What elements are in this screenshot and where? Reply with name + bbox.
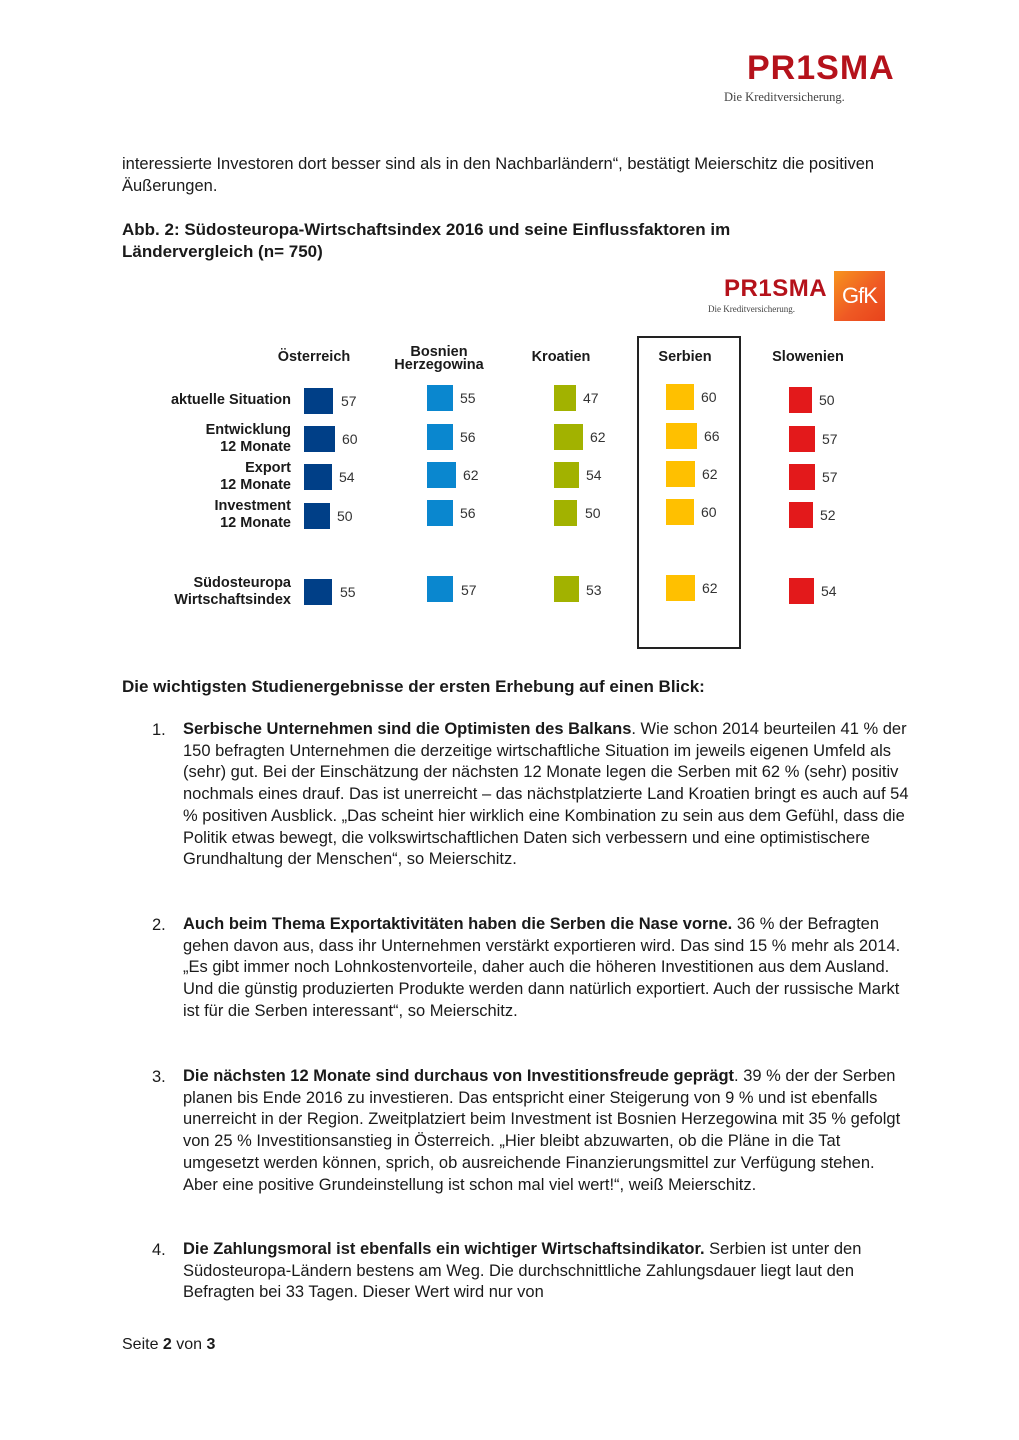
value-label: 54 [821,583,837,599]
value-label: 60 [342,431,358,447]
row-label-aktuelle-situation: aktuelle Situation [170,392,291,408]
column-header-oesterreich: Österreich [277,349,351,365]
value-label: 55 [340,584,356,600]
value-label: 60 [701,504,717,520]
value-box [304,503,330,529]
list-item-text: Serbien ist unter den Südosteuropa-Ländern bestens am Weg. Die durchschnittliche Zahlungsdauer liegt laut den Befragten bei 33 Tagen. Dieser Wert wird nur von [183,1240,862,1302]
list-item [183,1239,913,1304]
list-number: 1. [152,721,166,739]
list-number: 3. [152,1068,166,1086]
row-label-investment: Investment 12 Monate [214,498,291,531]
value-label: 54 [339,469,355,485]
list-item-title: Die nächsten 12 Monate sind durchaus von Investitionsfreude geprägt [183,1067,735,1085]
value-box [666,423,697,449]
value-label: 57 [341,393,357,409]
value-label: 62 [463,467,479,483]
prisma-tagline: Die Kreditversicherung. [724,90,845,104]
value-label: 50 [585,505,601,521]
figure-caption-line2: Ländervergleich (n= 750) [122,242,323,261]
value-box [427,424,453,450]
list-item-title: Serbische Unternehmen sind die Optimisten des Balkans [183,720,632,738]
figure-prisma-tagline: Die Kreditversicherung. [708,304,795,314]
value-label: 62 [702,580,718,596]
list-item [183,914,913,1023]
value-box [427,500,453,526]
value-box [304,579,332,605]
list-item-title: Die Zahlungsmoral ist ebenfalls ein wichtiger Wirtschaftsindikator. [183,1240,705,1258]
figure-caption [122,219,912,263]
value-label: 57 [822,431,838,447]
prisma-logo: PR1SMA [747,49,895,87]
page-number: Seite 2 von 3 [122,1336,216,1353]
value-label: 60 [701,389,717,405]
list-number: 4. [152,1241,166,1259]
value-box [304,388,333,414]
value-box [666,575,695,601]
value-label: 56 [460,505,476,521]
column-header-serbien: Serbien [658,349,712,365]
serbien-highlight-frame [637,336,741,649]
value-label: 52 [820,507,836,523]
value-box [554,385,576,411]
value-box [789,502,813,528]
value-box [427,576,453,602]
list-item [183,719,913,871]
value-box [427,462,456,488]
value-box [789,464,815,490]
value-label: 50 [819,392,835,408]
list-item-text: 36 % der Befragten gehen davon aus, dass ihr Unternehmen verstärkt exportieren wird. Das sind 15 % mehr als 2014. „Es gibt immer noch Lohnkostenvorteile, daher auch die höheren Investitionen aus dem Ausland. Und die günstig produzierten Produkte werden dann natürlich exportiert. Auch der russische Markt ist für die Serben interessant“, so Meierschitz. [183,915,901,1020]
value-label: 47 [583,390,599,406]
value-box [554,424,583,450]
row-label-entwicklung: Entwicklung 12 Monate [205,422,291,455]
value-box [789,426,815,452]
value-box [554,500,577,526]
list-item-text: . 39 % der der Serben planen bis Ende 2016 zu investieren. Das entspricht einer Steigerung von 9 % und ist ebenfalls unerreicht in der Region. Zweitplatziert beim Investment ist Bosnien Herzegowina mit 35 % gefolgt von 25 % Investitionsanstieg in Österreich. „Hier bleibt abzuwarten, ob die Pläne in die Tat umgesetzt werden können, sprich, ob ausreichende Finanzierungsmittel zur Verfügung stehen. Aber eine positive Grundeinstellung ist schon mal viel wert!“, weiß Meierschitz. [183,1067,901,1194]
row-label-export: Export 12 Monate [220,460,291,493]
value-box [304,426,335,452]
list-item [183,1066,913,1196]
figure-caption-line1: Abb. 2: Südosteuropa-Wirtschaftsindex 2016 und seine Einflussfaktoren im [122,220,731,239]
value-label: 62 [590,429,606,445]
figure-prisma-logo: PR1SMA [724,275,828,302]
value-box [666,461,695,487]
gfk-logo: GfK [834,271,885,321]
column-header-kroatien: Kroatien [531,349,591,365]
value-box [427,385,453,411]
value-label: 50 [337,508,353,524]
row-label-wirtschaftsindex: Südosteuropa Wirtschaftsindex [174,575,291,608]
value-label: 55 [460,390,476,406]
value-box [789,387,812,413]
value-box [666,499,694,525]
intro-paragraph: interessierte Investoren dort besser sind als in den Nachbarländern“, bestätigt Meierschitz die positiven Äußerungen. [122,155,875,195]
column-header-slowenien: Slowenien [772,349,844,365]
value-label: 56 [460,429,476,445]
list-number: 2. [152,916,166,934]
value-label: 62 [702,466,718,482]
column-header-bosnien: Bosnien Herzegowina [394,344,484,373]
value-box [666,384,694,410]
value-box [789,578,814,604]
value-label: 57 [822,469,838,485]
list-item-title: Auch beim Thema Exportaktivitäten haben die Serben die Nase vorne. [183,915,733,933]
value-label: 66 [704,428,720,444]
value-box [304,464,332,490]
list-item-text: . Wie schon 2014 beurteilen 41 % der 150 befragten Unternehmen die derzeitige wirtschaftliche Situation im jeweils eigenen Umfeld als (sehr) gut. Bei der Einschätzung der nächsten 12 Monate legen die Serben mit 62 % (sehr) positiv nochmals eines drauf. Das ist unerreicht – das nächstplatzierte Land Kroatien bringt es auch auf 54 % positiven Ausblick. „Das scheint hier wirklich eine Kombination zu sein aus dem Gefühl, dass die Politik etwas bewegt, die volkswirtschaftlichen Daten sich verbessern und eine optimistischere Grundhaltung der Menschen“, so Meierschitz. [183,720,909,869]
value-box [554,462,579,488]
summary-heading: Die wichtigsten Studienergebnisse der ersten Erhebung auf einen Blick: [122,677,705,696]
value-label: 54 [586,467,602,483]
value-label: 57 [461,582,477,598]
value-box [554,576,579,602]
value-label: 53 [586,582,602,598]
